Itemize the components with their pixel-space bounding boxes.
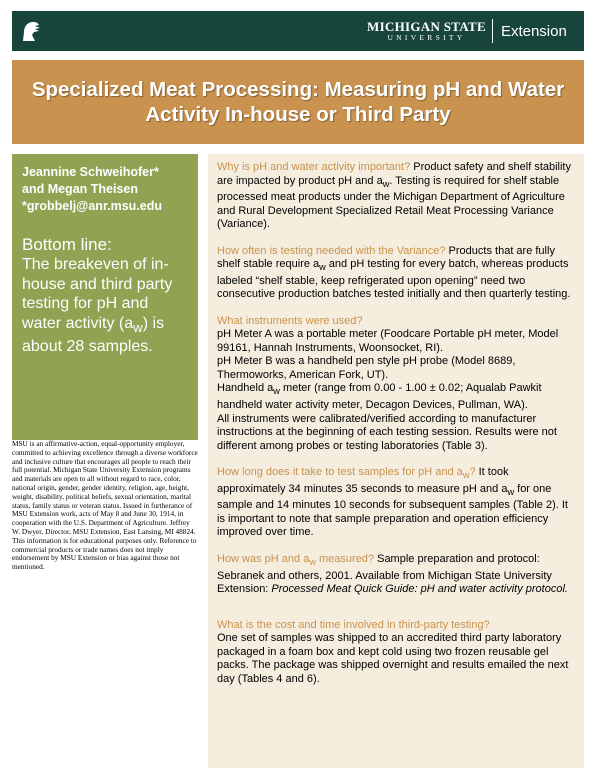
instrument-meter-a: pH Meter A was a portable meter (Foodcare Portable pH meter, Model 99161, Hannah Instruments, Woonsocket, RI). (217, 328, 559, 354)
subscript-w: w (507, 486, 515, 497)
section-question: How often is testing needed with the Variance? (217, 244, 446, 257)
section-text: It took approximately 34 minutes 35 seconds to measure pH and a (217, 466, 509, 495)
section-text: Sample preparation and protocol: Sebranek and others, 2001. Available from Michigan State University Extension: (217, 552, 552, 596)
section-text: Products that are fully shelf stable require a (217, 244, 555, 271)
question-text: How was pH and a (217, 552, 310, 565)
section-question: What is the cost and time involved in third-party testing? (217, 618, 490, 631)
section-third-party-cost (217, 619, 576, 687)
subscript-w: w (319, 262, 326, 273)
question-text: ? (469, 466, 476, 479)
bottom-line-text-main: The breakeven of in-house and third party testing for pH and water activity (a (22, 256, 173, 332)
section-instruments (217, 315, 576, 453)
section-how-long (217, 466, 576, 540)
author-block (22, 164, 190, 215)
section-why-important (217, 161, 576, 232)
title-banner (12, 60, 584, 144)
section-question (217, 466, 476, 481)
question-text: measured? (315, 552, 375, 565)
section-question: Why is pH and water activity important? (217, 161, 411, 173)
spartan-helmet-icon (20, 19, 42, 43)
section-text: for one sample and 14 minutes 10 seconds for subsequent samples (Table 2). It is important to note that sample preparation and operation efficiency improved over time. (217, 482, 568, 539)
extension-wordmark: Extension (500, 22, 567, 40)
msu-extension-wordmark (367, 17, 567, 45)
section-question: What instruments were used? (217, 314, 363, 327)
author-email: *grobbelj@anr.msu.edu (22, 199, 162, 213)
section-question (217, 552, 375, 568)
section-text: and pH testing for every batch, whereas products labeled “shelf stable, keep refrigerated upon opening” need two consecutive production batches tested initially and then quarterly testing. (217, 258, 571, 301)
sidebar-panel (12, 154, 198, 440)
header-bar (12, 11, 584, 51)
msu-wordmark (367, 20, 486, 42)
author-line-2: and Megan Theisen (22, 182, 138, 196)
bottom-line-heading: Bottom line: (22, 235, 112, 254)
msu-wordmark-line2: UNIVERSITY (387, 33, 466, 43)
subscript-w: w (133, 319, 143, 335)
subscript-w: w (273, 386, 280, 397)
author-line-1: Jeannine Schweihofer* (22, 165, 159, 179)
msu-wordmark-line1: MICHIGAN STATE (367, 19, 486, 35)
section-how-measured (217, 553, 576, 597)
section-how-often (217, 245, 576, 302)
question-text: How long does it take to test samples for pH and a (217, 466, 463, 479)
instrument-calibration: All instruments were calibrated/verified according to manufacturer instructions at the beginning of each testing session. Results were not different among probes or testing laboratories (Table 3). (217, 412, 557, 452)
section-text: One set of samples was shipped to an accredited third party laboratory packaged in a foam box and kept cold using two frozen reusable gel packs. The package was shipped overnight and results emailed the next day (Tables 4 and 6). (217, 632, 569, 685)
main-content (208, 154, 584, 768)
section-text: Product safety and shelf stability are impacted by product pH and a (217, 161, 571, 187)
subscript-w: w (309, 557, 316, 568)
section-text: meter (range from 0.00 - 1.00 ± 0.02; Aqualab Pawkit handheld water activity meter, Decagon Devices, Pullman, WA). (217, 382, 542, 412)
disclaimer-text: MSU is an affirmative-action, equal-opportunity employer, committed to achieving excellence through a diverse workforce and inclusive culture that encourages all people to reach their full potential. Michigan State University Extension programs and materials are open to all without regard to race, color, national origin, gender, gender identity, religion, age, height, weight, disability, political beliefs, sexual orientation, marital status, family status or veteran status. Issued in furtherance of MSU Extension work, acts of May 8 and June 30, 1914, in cooperation with the U.S. Department of Agriculture. Jeffrey W. Dwyer, Director, MSU Extension, East Lansing, MI 48824. This information is for educational purposes only. Reference to commercial products or trade names does not imply endorsement by MSU Extension or bias against those not mentioned. (12, 439, 198, 572)
subscript-w: w (462, 470, 470, 481)
instrument-aw-meter (217, 382, 576, 412)
protocol-reference: Processed Meat Quick Guide: pH and water activity protocol. (271, 583, 568, 596)
instrument-meter-b: pH Meter B was a handheld pen style pH probe (Model 8689, Thermoworks, American Fork, UT). (217, 355, 516, 381)
section-text: . Testing is required for shelf stable processed meat products under the Michigan Department of Agriculture and Rural Development Specialized Retail Meat Processing Variance (Variance). (217, 174, 565, 231)
bottom-line-text-end: ) is about 28 samples. (22, 314, 165, 356)
section-text: Handheld a (217, 382, 274, 395)
page-title: Specialized Meat Processing: Measuring pH and Water Activity In-house or Third Party (31, 78, 565, 126)
wordmark-divider (492, 19, 493, 43)
subscript-w: w (382, 178, 390, 189)
bottom-line-text (22, 255, 190, 357)
